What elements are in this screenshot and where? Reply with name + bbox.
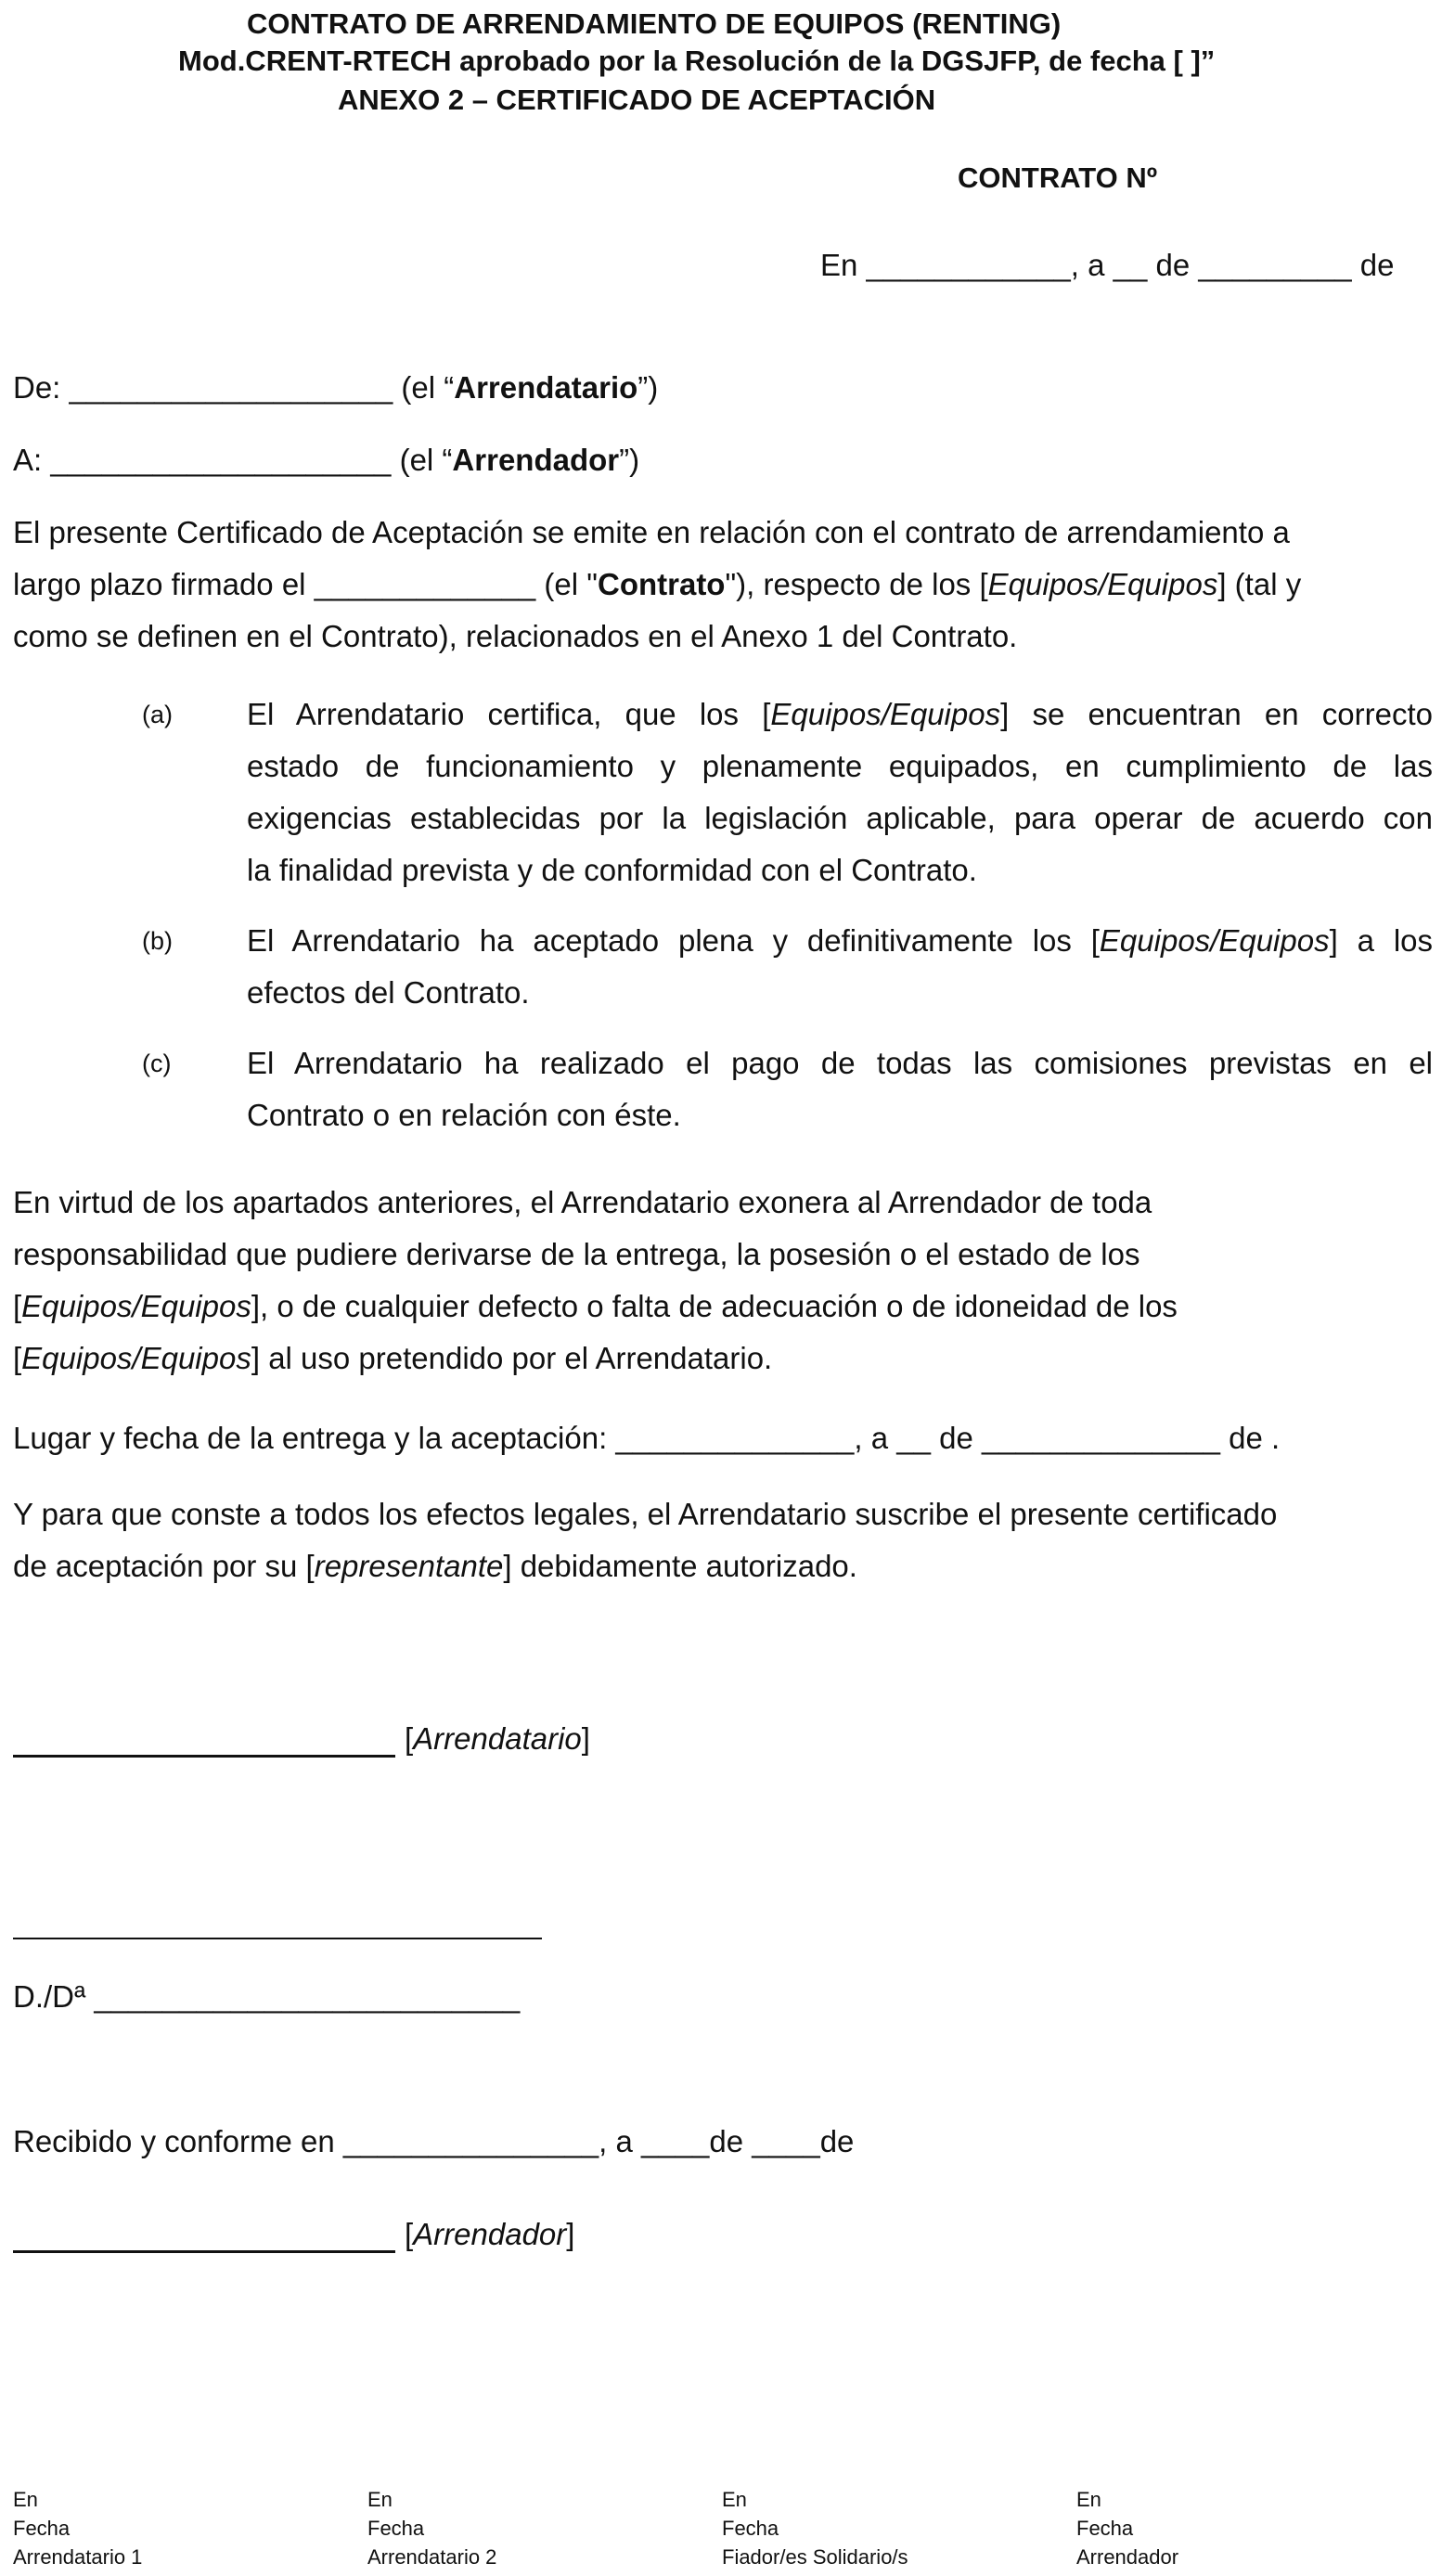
item-b-text: El Arrendatario ha aceptado plena y definitivamente los [Equipos/Equipos] a los efectos del Contrato.	[247, 923, 1434, 1010]
lessor-signature-label: [Arrendador]	[405, 2217, 575, 2251]
place-date-line: En ____________, a __ de _________ de	[820, 248, 1395, 282]
representative-name-line: D./Dª _________________________	[13, 1979, 521, 2014]
lessor-signature-line	[13, 2250, 395, 2253]
item-c-label: (c)	[142, 1050, 172, 1077]
from-line: De: ___________________ (el “Arrendatario”)	[13, 370, 659, 405]
model-reference: Mod.CRENT-RTECH aprobado por la Resolución de la DGSJFP, de fecha [ ]”	[178, 45, 1216, 77]
received-line: Recibido y conforme en _______________, a ____de ____de	[13, 2124, 855, 2158]
representative-signature-line	[13, 1938, 542, 1939]
footer-block-lessee-2: En Fecha Arrendatario 2	[367, 2488, 497, 2569]
delivery-place-date: Lugar y fecha de la entrega y la aceptación: ______________, a __ de ______________ de .	[13, 1421, 1281, 1455]
exoneration-paragraph: En virtud de los apartados anteriores, el Arrendatario exonera al Arrendador de toda responsabilidad que pudiere derivarse de la entrega, la posesión o el estado de los [Equipos/Equipos], o de cualquier defecto o falta de adecuación o de idoneidad de los [Equipos/Equipos] al uso pretendido por el Arrendatario.	[13, 1185, 1178, 1375]
annex-title: ANEXO 2 – CERTIFICADO DE ACEPTACIÓN	[338, 84, 936, 116]
item-c-text: El Arrendatario ha realizado el pago de todas las comisiones previstas en el Contrato o en relación con éste.	[247, 1046, 1433, 1132]
footer-block-lessee-1: En Fecha Arrendatario 1	[13, 2488, 143, 2569]
item-b-label: (b)	[142, 927, 173, 955]
item-a-label: (a)	[142, 701, 173, 728]
lessee-signature-label: [Arrendatario]	[405, 1721, 590, 1756]
to-line: A: ____________________ (el “Arrendador”)	[13, 443, 640, 477]
item-a-text: El Arrendatario certifica, que los [Equipos/Equipos] se encuentran en correcto estado de funcionamiento y plenamente equipados, en cumplimiento de las exigencias establecidas por la legislación aplicable, para operar de acuerdo con la finalidad prevista y de conformidad con el Contrato.	[247, 697, 1433, 887]
contract-number: CONTRATO Nº	[958, 161, 1158, 194]
lessor-term: Arrendador	[452, 443, 620, 477]
footer-block-lessor: En Fecha Arrendador	[1076, 2488, 1179, 2569]
intro-paragraph: El presente Certificado de Aceptación se emite en relación con el contrato de arrendamiento a largo plazo firmado el _____________ (el "Contrato"), respecto de los [Equipos/Equipos] (tal y como se definen en el Contrato), relacionados en el Anexo 1 del Contrato.	[13, 515, 1302, 653]
lessee-term: Arrendatario	[454, 370, 638, 405]
footer-block-guarantors: En Fecha Fiador/es Solidario/s	[722, 2488, 908, 2569]
lessee-signature-line	[13, 1755, 395, 1758]
closing-paragraph: Y para que conste a todos los efectos legales, el Arrendatario suscribe el presente certificado de aceptación por su [representante] debidamente autorizado.	[13, 1497, 1278, 1583]
document-title: CONTRATO DE ARRENDAMIENTO DE EQUIPOS (RENTING)	[247, 7, 1062, 40]
